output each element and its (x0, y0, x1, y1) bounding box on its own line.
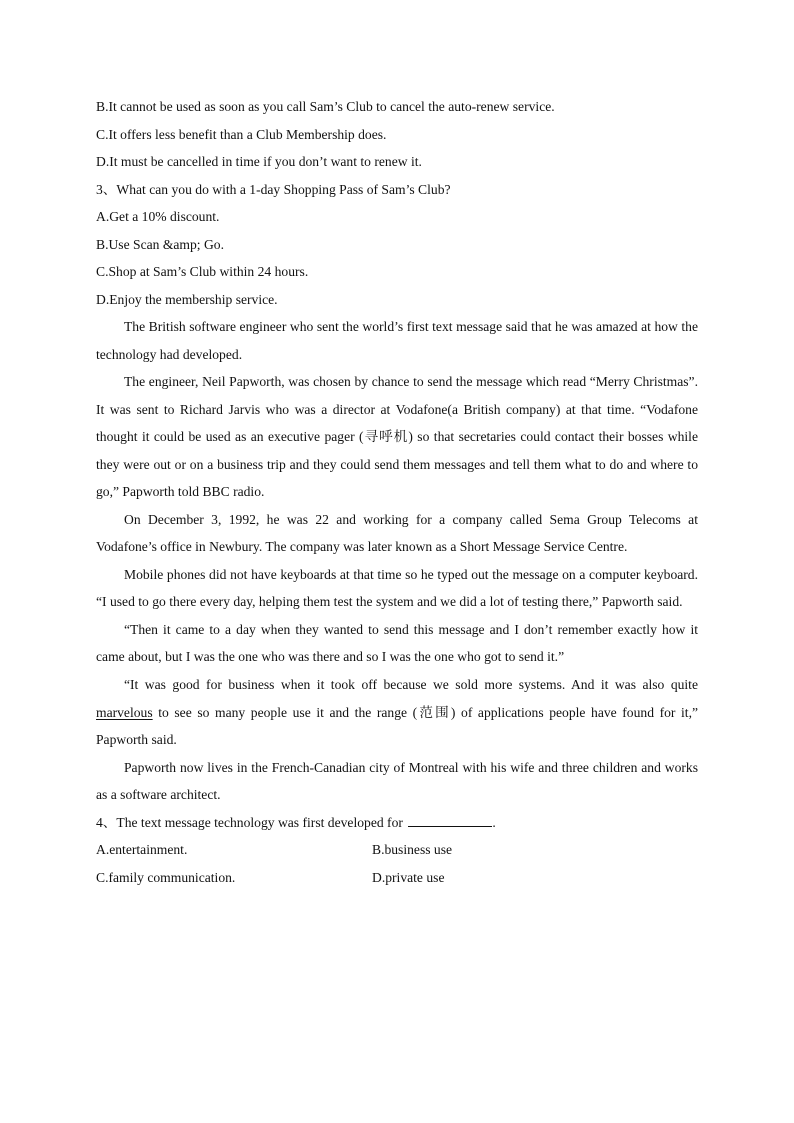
q2-option-d: D.It must be cancelled in time if you don’t want to renew it. (96, 154, 422, 169)
q4-stem (96, 809, 698, 837)
paragraph-6-text-after: to see so many people use it and the range (范围) of applications people have found for it,” Papworth said. (96, 704, 698, 748)
q4-stem-text: 4、The text message technology was first developed for (96, 814, 407, 830)
q2-option-c: C.It offers less benefit than a Club Membership does. (96, 126, 387, 142)
q3-option-c: C.Shop at Sam’s Club within 24 hours. (96, 264, 309, 279)
q3-option-d: D.Enjoy the membership service. (96, 291, 278, 307)
answer-blank (408, 814, 492, 827)
passage-paragraph-3: On December 3, 1992, he was 22 and working for a company called Sema Group Telecoms at Vodafone’s office in Newbury. The company was later known as a Short Message Service Centre. (96, 511, 698, 555)
underlined-word-marvelous: marvelous (96, 704, 153, 720)
q4-option-b: B.business use (372, 842, 453, 858)
q3-option-b: B.Use Scan &amp; Go. (96, 236, 224, 252)
q2-option-b: B.It cannot be used as soon as you call Sam’s Club to cancel the auto-renew service. (96, 99, 555, 114)
q4-option-c: C.family communication. (96, 869, 236, 885)
q3-stem: 3、What can you do with a 1-day Shopping Pass of Sam’s Club? (96, 181, 451, 197)
q4-option-d: D.private use (372, 869, 445, 885)
passage-paragraph-6 (96, 671, 698, 754)
q4-stem-end: . (492, 814, 496, 830)
passage-paragraph-4: Mobile phones did not have keyboards at that time so he typed out the message on a computer keyboard. “I used to go there every day, helping them test the system and we did a lot of testing there,” Papworth said. (96, 566, 698, 610)
q3-option-a: A.Get a 10% discount. (96, 209, 220, 224)
passage-paragraph-7: Papworth now lives in the French-Canadian city of Montreal with his wife and three children and works as a software architect. (96, 759, 698, 803)
q4-options-row-1 (96, 836, 698, 864)
q4-options-row-2 (96, 864, 698, 892)
paragraph-6-text-before: “It was good for business when it took off because we sold more systems. And it was also quite (124, 676, 698, 692)
passage-paragraph-5: “Then it came to a day when they wanted to send this message and I don’t remember exactly how it came about, but I was the one who was there and so I was the one who got to send it.” (96, 621, 698, 665)
passage-paragraph-2: The engineer, Neil Papworth, was chosen by chance to send the message which read “Merry Christmas”. It was sent to Richard Jarvis who was a director at Vodafone(a British company) at that time. “Vodafone thought it could be used as an executive pager (寻呼机) so that secretaries could contact their bosses while they were out or on a business trip and they could send them messages and tell them what to do and where to go,” Papworth told BBC radio. (96, 374, 698, 500)
q4-option-a: A.entertainment. (96, 842, 188, 858)
passage-paragraph-1: The British software engineer who sent the world’s first text message said that he was amazed at how the technology had developed. (96, 319, 698, 362)
document-page (96, 93, 698, 891)
